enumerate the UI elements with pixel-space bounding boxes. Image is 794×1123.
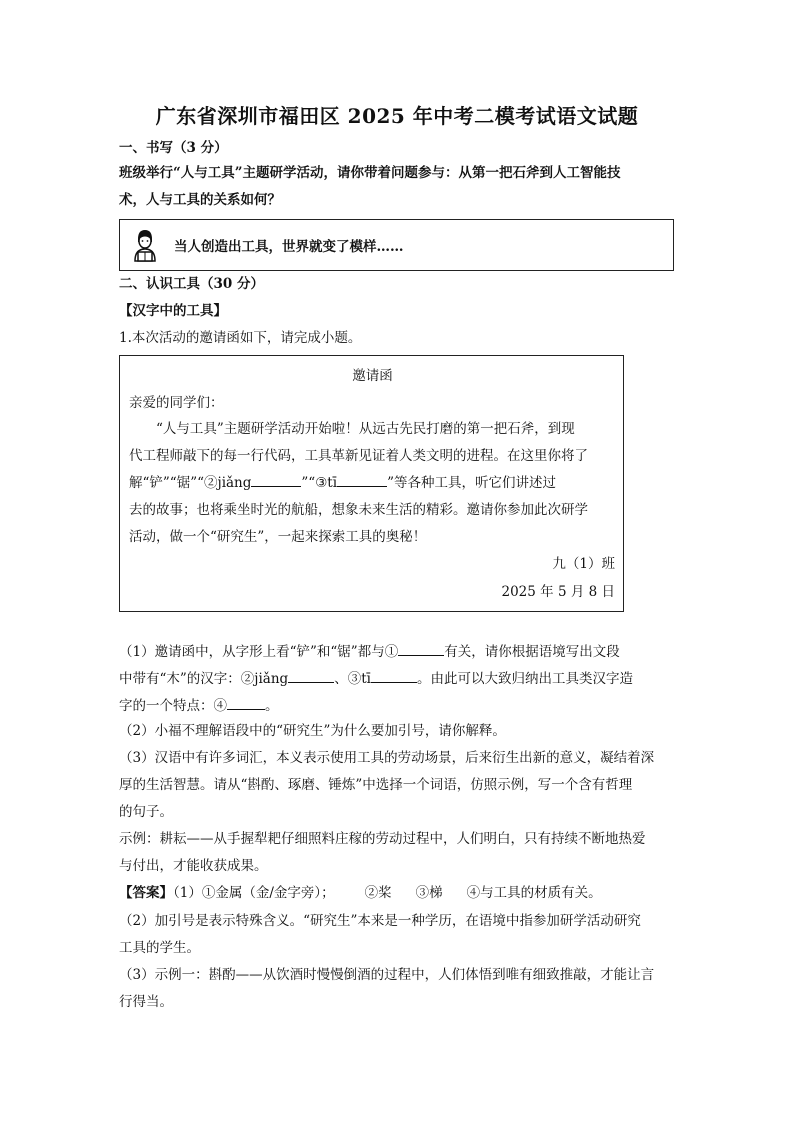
question-1-part-1-end — [119, 696, 279, 715]
question-1-part-3-cont: 厚的生活智慧。请从“斟酌、琢磨、锤炼”中选择一个词语，仿照示例，写一个含有哲理 — [119, 777, 633, 793]
quote-box — [119, 219, 674, 271]
answer-label: 【答案】 — [119, 885, 173, 901]
letter-signature-class: 九（1）班 — [552, 556, 615, 572]
answer-text: ②桨 — [364, 885, 392, 901]
quote-text: 当人创造出工具，世界就变了模样…… — [174, 239, 404, 255]
blank-3 — [371, 669, 417, 683]
question-1-part-3: （3）汉语中有许多词汇，本义表示使用工具的劳动场景，后来衍生出新的意义，凝结着深 — [119, 750, 655, 766]
letter-signature-date: 2025 年 5 月 8 日 — [501, 584, 615, 600]
answer-3-cont: 行得当。 — [119, 994, 173, 1010]
section2-subheading: 【汉字中的工具】 — [119, 303, 227, 319]
blank-1 — [398, 642, 444, 656]
question-text: 、③tī — [334, 671, 371, 687]
letter-title: 邀请函 — [352, 368, 393, 384]
question-1-intro: 1.本次活动的邀请函如下，请完成小题。 — [119, 330, 362, 346]
letter-line: 代工程师敲下的每一行代码，工具革新见证着人类文明的进程。在这里你将了 — [129, 448, 588, 464]
blank-3 — [337, 473, 387, 487]
blank-4 — [227, 696, 265, 710]
example-line2: 与付出，才能收获成果。 — [119, 858, 268, 874]
invitation-letter — [119, 355, 624, 612]
section1-prompt-line1: 班级举行“人与工具”主题研学活动，请你带着问题参与：从第一把石斧到人工智能技 — [119, 165, 621, 181]
question-text: 字的一个特点：④ — [119, 698, 227, 714]
answer-2: （2）加引号是表示特殊含义。“研究生”本来是一种学历，在语境中指参加研学活动研究 — [119, 913, 641, 929]
question-text: （1）邀请函中，从字形上看“铲”和“锯”都与① — [119, 644, 399, 660]
letter-line-text: ”“③tī — [301, 475, 338, 491]
page-title: 广东省深圳市福田区 2025 年中考二模考试语文试题 — [155, 104, 639, 128]
blank-2 — [251, 473, 301, 487]
question-text: 。 — [265, 698, 279, 714]
letter-line — [129, 471, 556, 491]
section2-heading: 二、认识工具（30 分） — [119, 276, 264, 292]
letter-line: 去的故事；也将乘坐时光的航船，想象未来生活的精彩。邀请你参加此次研学 — [129, 502, 588, 518]
section1-heading: 一、书写（3 分） — [119, 140, 228, 156]
question-text: 有关，请你根据语境写出文段 — [444, 644, 620, 660]
answer-text: ④与工具的材质有关。 — [466, 885, 602, 901]
question-1-part-3-end: 的句子。 — [119, 804, 173, 820]
answer-3: （3）示例一：斟酌——从饮酒时慢慢倒酒的过程中，人们体悟到唯有细致推敲，才能让言 — [119, 967, 655, 983]
letter-line: 活动，做一个“研究生”，一起来探索工具的奥秘！ — [129, 529, 427, 545]
letter-line-text: 解“铲”“锯”“②jiǎng — [129, 475, 252, 491]
section1-prompt-line2: 术，人与工具的关系如何？ — [119, 192, 281, 208]
letter-line-text: ”等各种工具，听它们讲述过 — [387, 475, 556, 491]
answer-text: ③梯 — [415, 885, 443, 901]
question-1-part-1-cont — [119, 669, 633, 688]
answer-2-cont: 工具的学生。 — [119, 940, 200, 956]
answer-1 — [119, 884, 602, 902]
example-line1: 示例：耕耘——从手握犁耙仔细照料庄稼的劳动过程中，人们明白，只有持续不断地热爱 — [119, 831, 646, 847]
student-reading-icon — [132, 228, 158, 262]
letter-greeting: 亲爱的同学们： — [129, 395, 224, 411]
question-text: 中带有“木”的汉字：②jiǎng — [119, 671, 289, 687]
question-text: 。由此可以大致归纳出工具类汉字造 — [416, 671, 633, 687]
blank-2 — [288, 669, 334, 683]
answer-text: （1）①金属（金/金字旁）； — [173, 885, 335, 901]
letter-line: “人与工具”主题研学活动开始啦！从远古先民打磨的第一把石斧，到现 — [156, 421, 575, 437]
question-1-part-2: （2）小福不理解语段中的“研究生”为什么要加引号，请你解释。 — [119, 723, 506, 739]
question-1-part-1 — [119, 642, 620, 661]
